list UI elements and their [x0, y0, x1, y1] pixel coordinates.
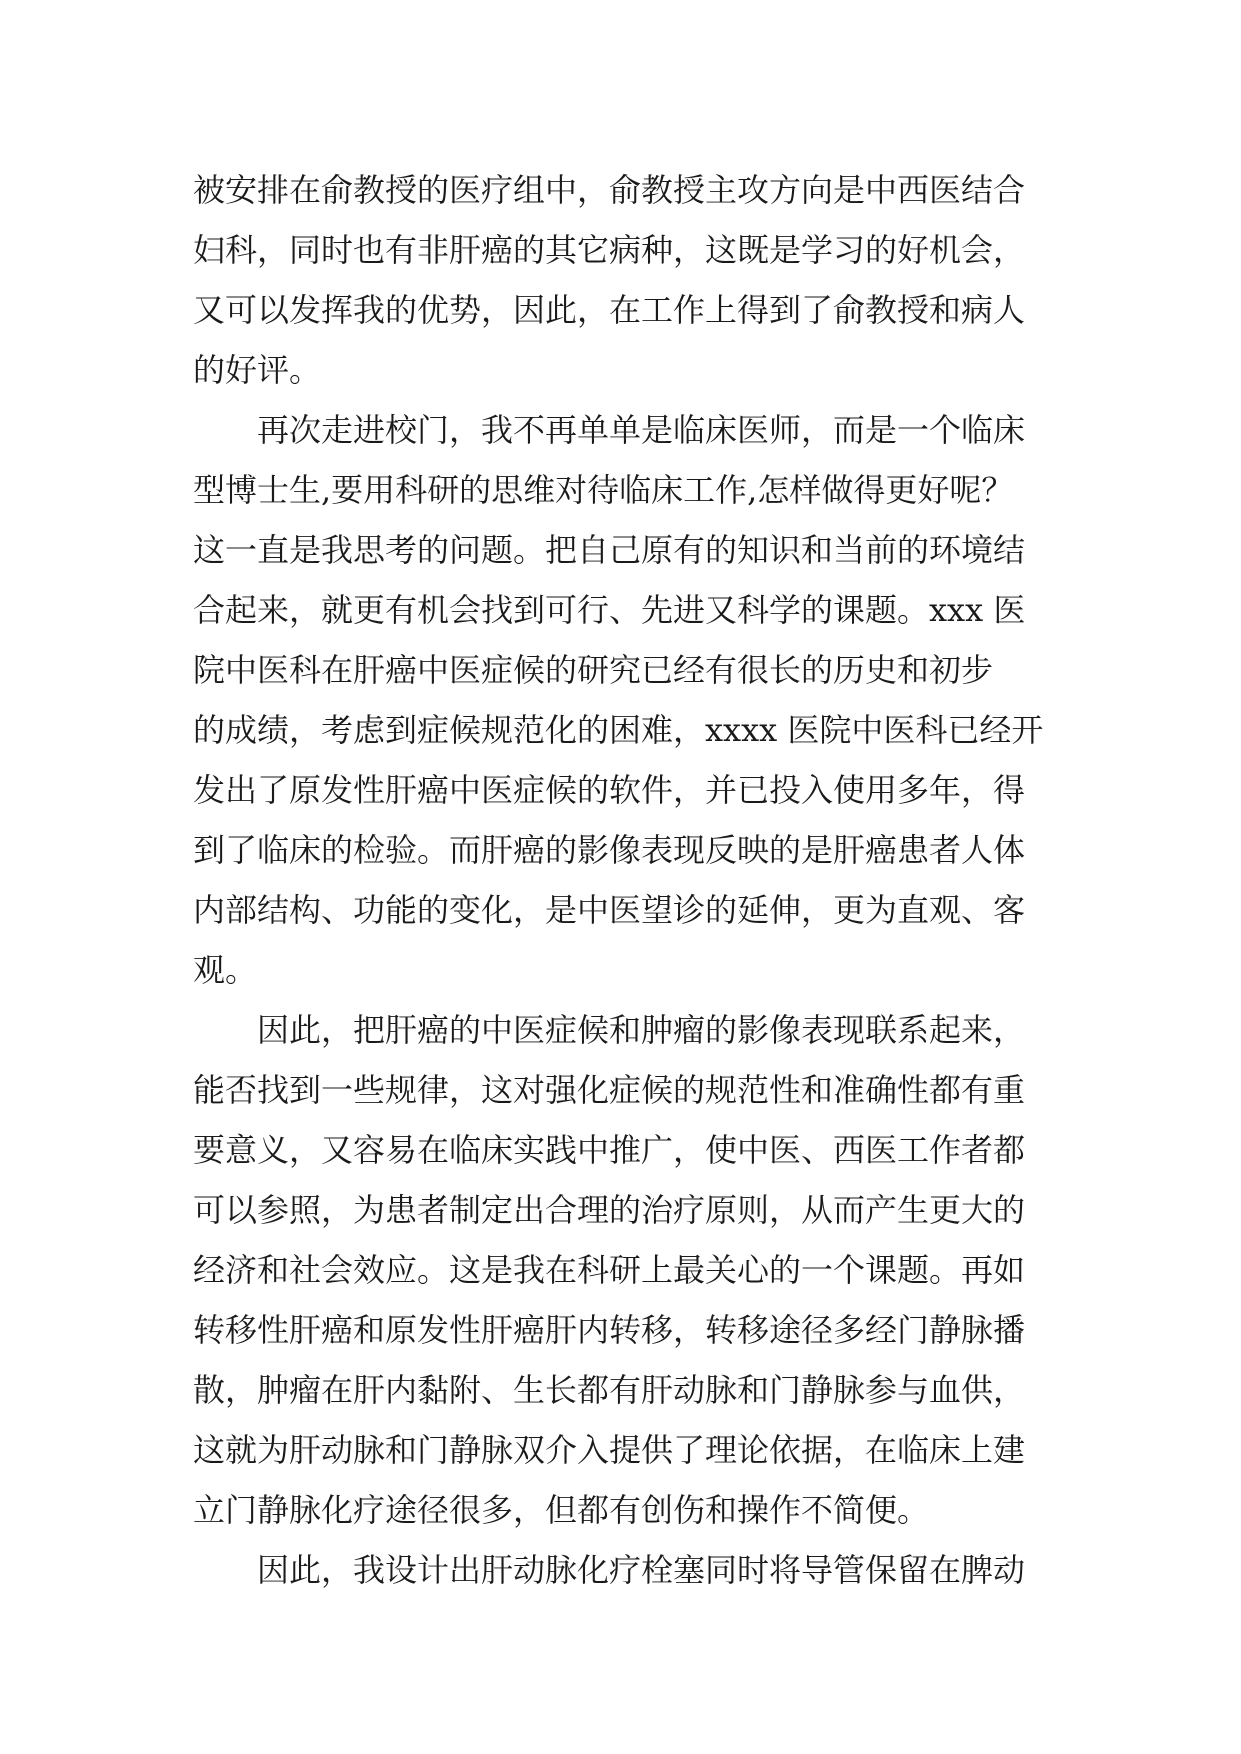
text-line: 这就为肝动脉和门静脉双介入提供了理论依据，在临床上建: [193, 1431, 1026, 1469]
text-line: 因此，我设计出肝动脉化疗栓塞同时将导管保留在脾动: [193, 1551, 1026, 1589]
text-line: 因此，把肝癌的中医症候和肿瘤的影像表现联系起来，: [193, 1011, 1026, 1049]
text-line: 发出了原发性肝癌中医症候的软件，并已投入使用多年，得: [193, 771, 1026, 809]
body-text: [193, 160, 1053, 1600]
text-line: 要意义，又容易在临床实践中推广，使中医、西医工作者都: [193, 1131, 1026, 1169]
text-line: 这一直是我思考的问题。把自己原有的知识和当前的环境结: [193, 531, 1026, 569]
text-line: 内部结构、功能的变化，是中医望诊的延伸，更为直观、客: [193, 891, 1026, 929]
text-line: 立门静脉化疗途径很多，但都有创伤和操作不简便。: [193, 1491, 930, 1529]
text-line: 再次走进校门，我不再单单是临床医师，而是一个临床: [193, 411, 1026, 449]
text-line: 合起来，就更有机会找到可行、先进又科学的课题。xxx 医: [193, 591, 1026, 629]
text-line: 转移性肝癌和原发性肝癌肝内转移，转移途径多经门静脉播: [193, 1311, 1026, 1349]
text-line: 的成绩，考虑到症候规范化的困难，xxxx 医院中医科已经开: [193, 711, 1044, 749]
text-line: 型博士生,要用科研的思维对待临床工作,怎样做得更好呢？: [193, 471, 1014, 509]
text-line: 又可以发挥我的优势，因此，在工作上得到了俞教授和病人: [193, 291, 1026, 329]
text-line: 观。: [193, 951, 258, 989]
text-line: 经济和社会效应。这是我在科研上最关心的一个课题。再如: [193, 1251, 1026, 1289]
text-line: 妇科，同时也有非肝癌的其它病种，这既是学习的好机会，: [193, 231, 1026, 269]
text-line: 被安排在俞教授的医疗组中，俞教授主攻方向是中西医结合: [193, 171, 1026, 209]
text-line: 散，肿瘤在肝内黏附、生长都有肝动脉和门静脉参与血供，: [193, 1371, 1026, 1409]
text-line: 到了临床的检验。而肝癌的影像表现反映的是肝癌患者人体: [193, 831, 1026, 869]
text-line: 能否找到一些规律，这对强化症候的规范性和准确性都有重: [193, 1071, 1026, 1109]
text-line: 的好评。: [193, 351, 322, 389]
text-line: 可以参照，为患者制定出合理的治疗原则，从而产生更大的: [193, 1191, 1026, 1229]
text-line: 院中医科在肝癌中医症候的研究已经有很长的历史和初步: [193, 651, 994, 689]
